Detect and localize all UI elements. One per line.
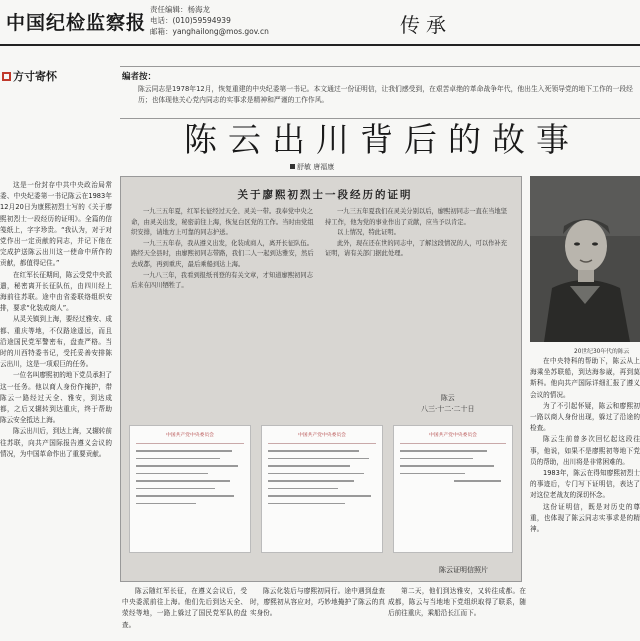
body-paragraph: 在中央特科的帮助下，陈云从上海乘坐苏联船，到达海参崴，再到莫斯科。他向共产国际详细汇报了遵义会议的情况。: [530, 357, 640, 399]
editor-note-label: 编者按：: [122, 72, 157, 82]
masthead-phone: 电话：(010)59594939: [150, 16, 231, 25]
document-title: 关于廖熙初烈士一段经历的证明: [237, 189, 413, 201]
note-rule-bottom: [120, 118, 640, 119]
left-paragraph: 这是一份封存中共中央政治局常委、中央纪委第一书记陈云在1983年12月20日为康熙初烈士写的《关于廖熙初烈士一段经历的证明》。全篇的信笺纸上，字字珍贵。“我认为，对于对党作出一定贡献的同志，并记下他在完成护送陈云出川这一使命中所作的贡献，都值得记住。”: [0, 181, 112, 268]
letter-letterhead: 中国共产党中央委员会: [429, 433, 477, 438]
body-paragraph: 1983年，陈云在得知廖熙初烈士的事迹后，专门写下证明信，表达了对这位老战友的深切怀念。: [530, 469, 640, 500]
letter-letterhead: 中国共产党中央委员会: [166, 433, 214, 438]
left-paragraph: 从灵关镇到上海，要经过雅安、成都、重庆等地，不仅路途遥远，而且沿途国民党军警密布，盘查严格。当时的川西特委书记，受托妥善安排陈云出川，这是一项艰巨的任务。: [0, 315, 112, 369]
column-tag-icon: [2, 72, 11, 81]
bottom-column-3: [388, 586, 526, 640]
portrait-image: [530, 176, 640, 342]
byline: [290, 162, 334, 172]
left-paragraph: 在红军长征期间，陈云受党中央派遣，秘密离开长征队伍，由四川经上海前往苏联。途中由省委联络组织安排，要求“化装成商人”。: [0, 270, 112, 313]
document-signature: [421, 393, 474, 415]
body-paragraph: 陈云随红军长征，在遵义会议后，受中央委派前往上海。他们先后到达天全、荥经等地，一路上躲过了国民党军队的盘查。: [122, 587, 247, 629]
document-box: [120, 176, 522, 582]
section-title: 传承: [400, 13, 452, 37]
document-column-right: [325, 207, 511, 385]
document-paragraph: 一九三五年夏我们在灵关分别以后，廖熙初同志一直在当地坚持工作，他为党的事业作出了贡献，应当予以肯定。: [325, 208, 508, 226]
body-paragraph: 陈云化装后与廖熙初同行。途中遇到盘查时，廖熙初从容应对，巧妙地掩护了陈云的真实身份。: [250, 587, 385, 618]
right-column-text: [530, 356, 640, 638]
portrait-photo: [530, 176, 640, 342]
signature-name: 陈云: [440, 394, 455, 402]
left-column-text: [0, 180, 112, 638]
body-paragraph: 这份证明信，既是对历史的尊重，也体现了陈云同志实事求是的精神。: [530, 502, 640, 534]
masthead-info: [150, 4, 269, 37]
document-column-left: [131, 207, 317, 385]
letter-page-3: [393, 425, 513, 553]
bottom-column-2: [250, 586, 385, 640]
document-caption: 陈云证明信照片: [439, 566, 488, 574]
column-tag-label: 方寸寄怀: [13, 70, 57, 83]
note-rule-top: [120, 66, 640, 67]
letter-page-2: [261, 425, 383, 553]
document-paragraph: 一九三五年夏，红军长征经过天全、灵关一带。我奉党中央之命，由灵关出发，秘密前往上海，恢复白区党的工作。当时由党组织安排，请地方上可靠的同志护送。: [131, 208, 314, 237]
document-paragraph: 一九八三年，我看到报纸刊登的有关文章，才知道廖熙初同志后来在四川牺牲了。: [131, 271, 314, 290]
column-tag: [2, 68, 57, 84]
photo-caption: 20世纪30年代的陈云: [574, 349, 630, 355]
signature-date: 八三·十二·二十日: [421, 405, 475, 413]
newspaper-logo: 中国纪检监察报: [6, 12, 147, 34]
masthead-rule: [0, 44, 640, 46]
byline-marker: [290, 164, 295, 169]
body-paragraph: 陈云生前曾多次回忆起这段往事，他说，如果不是廖熙初等地下党员的帮助，出川将是非常困难的。: [530, 435, 640, 466]
masthead-email: 邮箱：yanghailong@mos.gov.cn: [150, 27, 269, 36]
editor-note-text: 陈云同志是1978年12月，恢复重建的中央纪委第一书记。本文通过一份证明信，让我们感受到，在艰苦卓绝的革命战争年代，他出生入死领导党的地下工作的一段经历；也体现他关心党内同志的实事求是精神和严谨的工作作风。: [138, 85, 633, 104]
letter-page-1: [129, 425, 251, 553]
bottom-column-1: [122, 586, 247, 640]
document-paragraph: 一九三五年春，我从遵义出发，化装成商人，离开长征队伍。路经天全县时，由廖熙初同志带路，我们二人一起到达雅安，然后去成都，再到重庆，最后乘船到达上海。: [131, 239, 314, 268]
body-paragraph: 为了不引起怀疑，陈云和廖熙初一路以商人身份出现，躲过了沿途的检查。: [530, 401, 640, 433]
masthead-editor: 责任编辑：杨海龙: [150, 5, 210, 14]
body-paragraph: 第二天，他们到达雅安，又转往成都。在成都，陈云与当地地下党组织取得了联系，随后前往重庆，乘船沿长江而下。: [388, 587, 526, 618]
masthead: [0, 0, 640, 44]
document-paragraph: 此外，现在还在世的同志中，了解这段情况的人，可以作补充证明，请有关部门据此处理。: [325, 239, 508, 258]
letter-letterhead: 中国共产党中央委员会: [298, 433, 346, 438]
left-paragraph: 陈云出川后，到达上海，又辗转前往苏联，向共产国际报告遵义会议的情况，为中国革命作出了重要贡献。: [0, 427, 112, 458]
article-headline: 陈云出川背后的故事: [184, 120, 580, 159]
byline-text: 舒敏 唐福康: [297, 163, 335, 171]
left-paragraph: 一位名叫廖熙初的地下党员承担了这一任务。他以商人身份作掩护，带陈云一路经过天全、雅安，到达成都，之后又辗转到达重庆，终于帮助陈云安全抵达上海。: [0, 371, 112, 425]
document-paragraph: 以上情况，特此证明。: [337, 229, 400, 237]
